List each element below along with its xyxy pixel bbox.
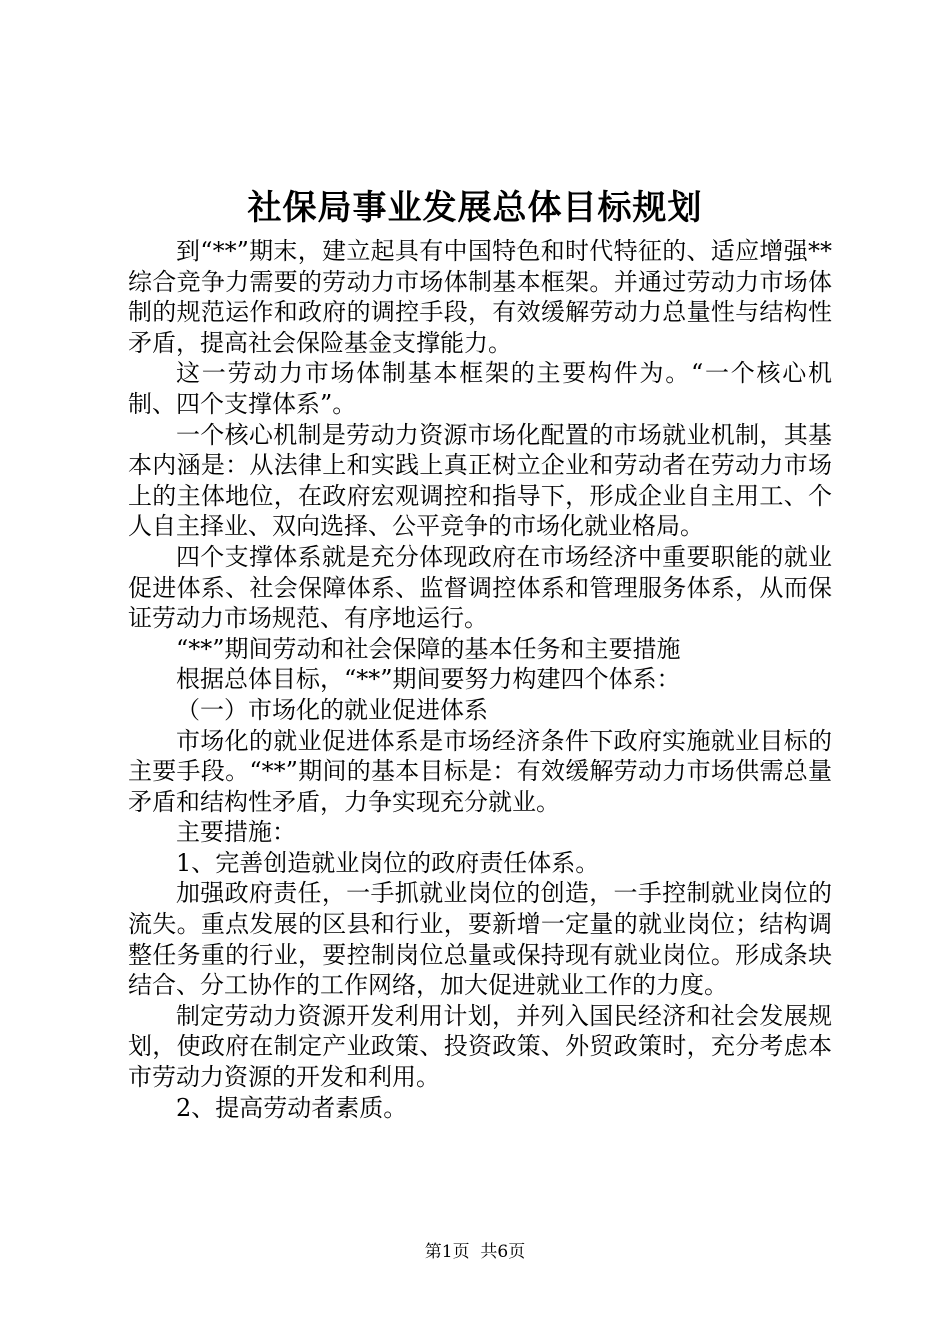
paragraph: 这一劳动力市场体制基本框架的主要构件为。“一个核心机制、四个支撑体系”。 [128, 359, 832, 418]
subsection-heading: （一）市场化的就业促进体系 [176, 695, 488, 724]
paragraph: 市场化的就业促进体系是市场经济条件下政府实施就业目标的主要手段。“**”期间的基本目标是：有效缓解劳动力市场供需总量矛盾和结构性矛盾，力争实现充分就业。 [128, 726, 832, 816]
page-total: 共6页 [480, 1242, 526, 1262]
paragraph: 一个核心机制是劳动力资源市场化配置的市场就业机制，其基本内涵是：从法律上和实践上真正树立企业和劳动者在劳动力市场上的主体地位，在政府宏观调控和指导下，形成企业自主用工、个人自主择业、双向选择、公平竞争的市场化就业格局。 [128, 420, 832, 541]
document-body [128, 236, 832, 1123]
paragraph: 主要措施： [176, 818, 296, 847]
page-number: 第1页 [424, 1242, 470, 1262]
paragraph: 加强政府责任，一手抓就业岗位的创造，一手控制就业岗位的流失。重点发展的区县和行业，要新增一定量的就业岗位；结构调整任务重的行业，要控制岗位总量或保持现有就业岗位。形成条块结合、分工协作的工作网络，加大促进就业工作的力度。 [128, 879, 832, 1000]
document-title: 社保局事业发展总体目标规划 [247, 188, 703, 228]
paragraph: 四个支撑体系就是充分体现政府在市场经济中重要职能的就业促进体系、社会保障体系、监督调控体系和管理服务体系，从而保证劳动力市场规范、有序地运行。 [128, 542, 832, 633]
section-heading: “**”期间劳动和社会保障的基本任务和主要措施 [176, 634, 681, 663]
list-item-heading: 2、提高劳动者素质。 [176, 1093, 408, 1122]
paragraph: 制定劳动力资源开发利用计划，并列入国民经济和社会发展规划，使政府在制定产业政策、投资政策、外贸政策时，充分考虑本市劳动力资源的开发和利用。 [128, 1001, 832, 1092]
paragraph: 根据总体目标，“**”期间要努力构建四个体系： [176, 665, 681, 694]
page-footer [0, 1240, 950, 1264]
list-item-heading: 1、完善创造就业岗位的政府责任体系。 [176, 848, 600, 877]
paragraph: 到“**”期末，建立起具有中国特色和时代特征的、适应增强**综合竞争力需要的劳动力市场体制基本框架。并通过劳动力市场体制的规范运作和政府的调控手段，有效缓解劳动力总量性与结构性矛盾，提高社会保险基金支撑能力。 [128, 237, 832, 357]
